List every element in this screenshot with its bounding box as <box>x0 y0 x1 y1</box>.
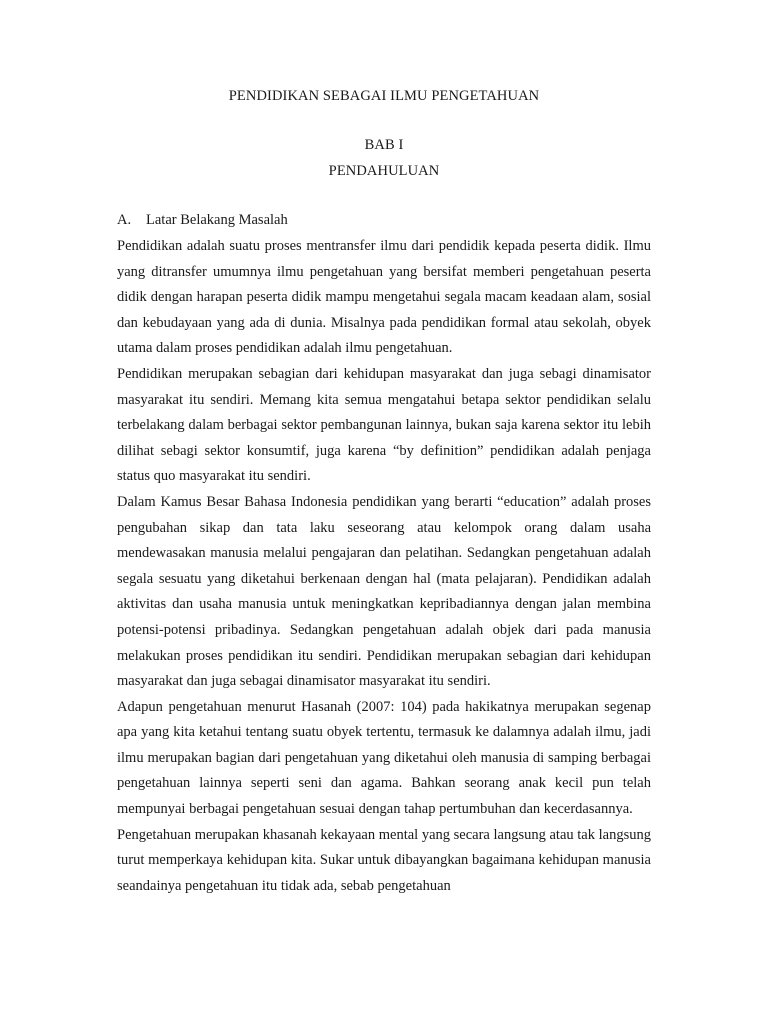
chapter-title: PENDAHULUAN <box>328 163 440 179</box>
document-title: PENDIDIKAN SEBAGAI ILMU PENGETAHUAN <box>228 88 540 104</box>
chapter-number: BAB I <box>364 137 404 153</box>
section-title: Latar Belakang Masalah <box>146 212 288 228</box>
paragraph-2: Pendidikan merupakan sebagian dari kehidupan masyarakat dan juga sebagi dinamisator masyarakat itu sendiri. Memang kita semua mengatahui betapa sektor pendidikan selalu terbelakang dalam berbagai sektor pembangunan lainnya, bukan saja karena sektor itu lebih dilihat sebagi sektor konsumtif, juga karena “by definition” pendidikan adalah penjaga status quo masyarakat itu sendiri. <box>117 365 651 485</box>
section-heading <box>117 212 288 229</box>
paragraph-1: Pendidikan adalah suatu proses mentransfer ilmu dari pendidik kepada peserta didik. Ilmu yang ditransfer umumnya ilmu pengetahuan yang bersifat memberi pengetahuan peserta didik dengan harapan peserta didik mampu mengetahui segala macam keadaan alam, sosial dan kebudayaan yang ada di dunia. Misalnya pada pendidikan formal atau sekolah, obyek utama dalam proses pendidikan adalah ilmu pengetahuan. <box>117 238 651 357</box>
paragraph-5: Pengetahuan merupakan khasanah kekayaan mental yang secara langsung atau tak langsung turut memperkaya kehidupan kita. Sukar untuk dibayangkan bagaimana kehidupan manusia seandainya pengetahuan itu tidak ada, sebab pengetahuan <box>117 826 651 894</box>
paragraph-3: Dalam Kamus Besar Bahasa Indonesia pendidikan yang berarti “education” adalah proses pengubahan sikap dan tata laku seseorang atau kelompok orang dalam usaha mendewasakan manusia melalui pengajaran dan pelatihan. Sedangkan pengetahuan adalah segala sesuatu yang diketahui berkenaan dengan hal (mata pelajaran). Pendidikan adalah aktivitas dan usaha manusia untuk meningkatkan kepribadiannya dengan jalan membina potensi-potensi pribadinya. Sedangkan pengetahuan adalah objek dari pada manusia melakukan proses pendidikan itu sendiri. Pendidikan merupakan sebagian dari kehidupan masyarakat dan juga sebagai dinamisator masyarakat itu sendiri. <box>117 493 651 690</box>
body-text <box>117 234 651 899</box>
section-number: A. <box>117 212 132 228</box>
paragraph-4: Adapun pengetahuan menurut Hasanah (2007: 104) pada hakikatnya merupakan segenap apa yang kita ketahui tentang suatu obyek tertentu, termasuk ke dalamnya adalah ilmu, jadi ilmu merupakan bagian dari pengetahuan yang diketahui oleh manusia di samping berbagai pengetahuan lainnya seperti seni dan agama. Bahkan seorang anak kecil pun telah mempunyai berbagai pengetahuan sesuai dengan tahap pertumbuhan dan kecerdasannya. <box>117 698 651 818</box>
